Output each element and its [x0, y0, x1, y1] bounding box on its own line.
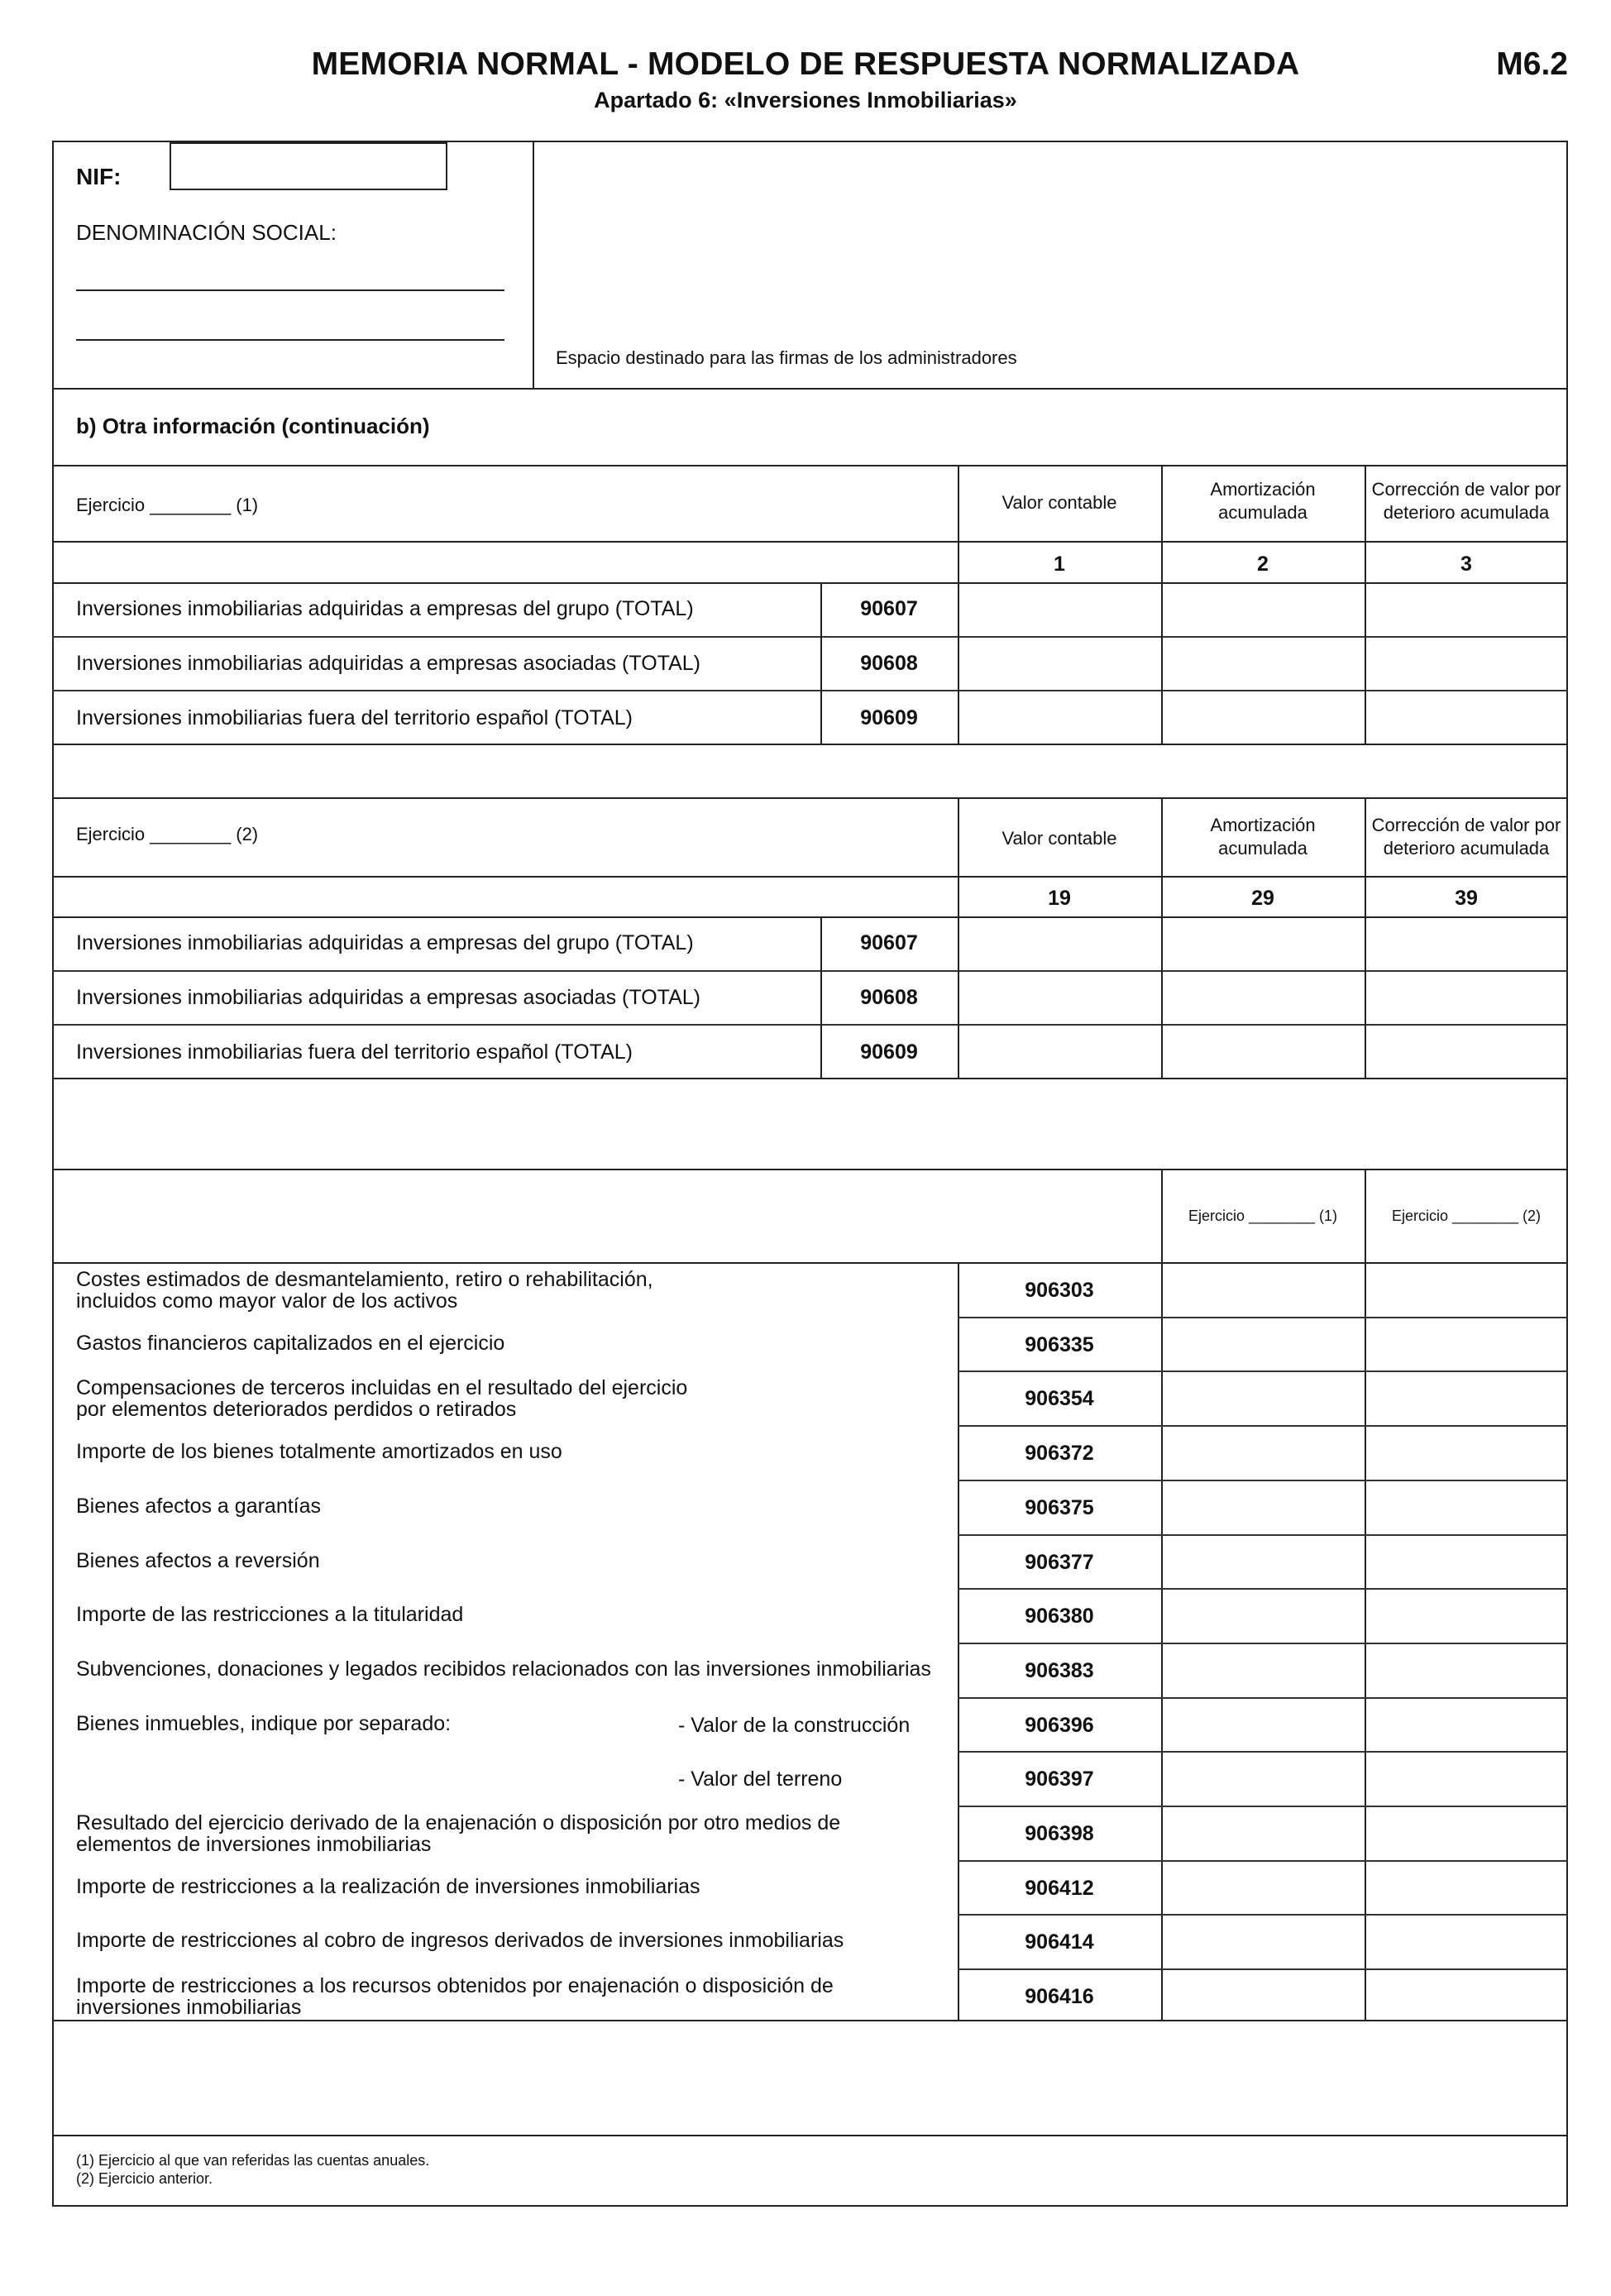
- form-title: MEMORIA NORMAL - MODELO DE RESPUESTA NORMALIZADA: [311, 46, 1300, 82]
- table3-row-label: Importe de las restricciones a la titularidad: [76, 1603, 464, 1627]
- table1-input-cell[interactable]: [1365, 691, 1567, 743]
- divider: [1365, 797, 1366, 1078]
- table1-input-cell[interactable]: [1162, 691, 1364, 743]
- table3-input-cell[interactable]: [1162, 1263, 1364, 1316]
- table2-row-code: 90609: [860, 1040, 918, 1064]
- table3-row-label: Costes estimados de desmantelamiento, retiro o rehabilitación,: [76, 1268, 653, 1291]
- table3-input-cell[interactable]: [1365, 1915, 1567, 1968]
- table3-row-label-cont: por elementos deteriorados perdidos o retirados: [76, 1398, 517, 1422]
- table1-col-amortizacion: Amortización acumulada: [1210, 479, 1316, 523]
- table1-row-code: 90607: [860, 597, 918, 620]
- divider: [52, 744, 1568, 745]
- table2-input-cell[interactable]: [1365, 917, 1567, 969]
- table3-row-code: 906412: [1025, 1876, 1094, 1900]
- table3-input-cell[interactable]: [1162, 1969, 1364, 2022]
- table1-col-correccion: Corrección de valor por deterioro acumulada: [1371, 479, 1561, 523]
- table3-input-cell[interactable]: [1162, 1371, 1364, 1424]
- table3-row-label: Importe de restricciones al cobro de ingresos derivados de inversiones inmobiliarias: [76, 1929, 844, 1953]
- table3-input-cell[interactable]: [1162, 1426, 1364, 1479]
- divider: [820, 582, 822, 744]
- table1-row-label: Inversiones inmobiliarias fuera del territorio español (TOTAL): [76, 706, 633, 729]
- table2-col-correccion: Corrección de valor por deterioro acumulada: [1371, 815, 1561, 859]
- table3-row-code: 906416: [1025, 1985, 1094, 2009]
- table2-input-cell[interactable]: [1365, 1025, 1567, 1077]
- table1-colnum-1: 1: [1054, 552, 1065, 576]
- divider: [52, 1169, 1568, 1170]
- table2-input-cell[interactable]: [1365, 971, 1567, 1023]
- table3-input-cell[interactable]: [1365, 1643, 1567, 1696]
- table3-input-cell[interactable]: [1162, 1752, 1364, 1805]
- table3-row-code: 906335: [1025, 1332, 1094, 1356]
- divider: [1365, 465, 1366, 744]
- table3-row-sublabel: - Valor del terreno: [678, 1767, 843, 1791]
- table1-ejercicio-label: Ejercicio ________ (1): [76, 495, 259, 515]
- table2-input-cell[interactable]: [958, 917, 1160, 969]
- divider: [52, 388, 1568, 390]
- table3-input-cell[interactable]: [1162, 1806, 1364, 1859]
- nif-input-box[interactable]: [170, 142, 447, 190]
- table2-row-code: 90607: [860, 931, 918, 954]
- table2-colnum-1: 19: [1048, 887, 1071, 910]
- table2-input-cell[interactable]: [958, 1025, 1160, 1077]
- table3-row-code: 906380: [1025, 1605, 1094, 1629]
- table3-row-code: 906375: [1025, 1495, 1094, 1519]
- table2-ejercicio-label: Ejercicio ________ (2): [76, 824, 259, 844]
- table2-input-cell[interactable]: [1162, 971, 1364, 1023]
- table3-input-cell[interactable]: [1365, 1806, 1567, 1859]
- section-title: b) Otra información (continuación): [76, 414, 430, 438]
- divider: [958, 1262, 959, 2020]
- free-text-area[interactable]: [54, 2021, 1566, 2134]
- divider: [52, 541, 1568, 543]
- divider: [52, 2135, 1568, 2136]
- table2-row-label: Inversiones inmobiliarias adquiridas a empresas asociadas (TOTAL): [76, 986, 700, 1009]
- divider: [1161, 797, 1163, 1078]
- denominacion-line-1[interactable]: [76, 289, 504, 291]
- table3-row-code: 906396: [1025, 1713, 1094, 1737]
- table1-input-cell[interactable]: [1365, 637, 1567, 689]
- table3-input-cell[interactable]: [1365, 1861, 1567, 1914]
- table3-row-code: 906398: [1025, 1822, 1094, 1845]
- table2-colnum-3: 39: [1455, 887, 1478, 910]
- table1-input-cell[interactable]: [1162, 583, 1364, 635]
- form-code: M6.2: [1496, 46, 1568, 82]
- table2-colnum-2: 29: [1251, 887, 1274, 910]
- table3-row-code: 906397: [1025, 1767, 1094, 1791]
- footnote-1: (1) Ejercicio al que van referidas las cuentas anuales.: [76, 2152, 430, 2169]
- table3-input-cell[interactable]: [1365, 1426, 1567, 1479]
- table3-row-code: 906414: [1025, 1930, 1094, 1954]
- table3-input-cell[interactable]: [1162, 1589, 1364, 1642]
- table3-row-code: 906383: [1025, 1658, 1094, 1682]
- table1-input-cell[interactable]: [958, 583, 1160, 635]
- table3-input-cell[interactable]: [1365, 1371, 1567, 1424]
- table1-input-cell[interactable]: [1365, 583, 1567, 635]
- table3-col-ejercicio-2: Ejercicio ________ (2): [1391, 1208, 1542, 1224]
- table1-input-cell[interactable]: [958, 637, 1160, 689]
- denominacion-label: DENOMINACIÓN SOCIAL:: [76, 220, 337, 245]
- table3-input-cell[interactable]: [1365, 1480, 1567, 1533]
- table3-row-label: Resultado del ejercicio derivado de la enajenación o disposición por otro medios de: [76, 1811, 841, 1834]
- divider: [52, 465, 1568, 466]
- table3-input-cell[interactable]: [1162, 1915, 1364, 1968]
- table3-input-cell[interactable]: [1162, 1535, 1364, 1588]
- table3-col-ejercicio-1: Ejercicio ________ (1): [1188, 1208, 1338, 1224]
- divider: [820, 916, 822, 1078]
- table2-row-label: Inversiones inmobiliarias fuera del territorio español (TOTAL): [76, 1040, 633, 1064]
- table3-input-cell[interactable]: [1162, 1318, 1364, 1370]
- table3-input-cell[interactable]: [1162, 1698, 1364, 1751]
- signature-label: Espacio destinado para las firmas de los administradores: [556, 347, 1017, 368]
- table1-row-label: Inversiones inmobiliarias adquiridas a empresas del grupo (TOTAL): [76, 597, 694, 620]
- table3-input-cell[interactable]: [1162, 1480, 1364, 1533]
- denominacion-line-2[interactable]: [76, 339, 504, 341]
- nif-label: NIF:: [76, 164, 122, 189]
- table3-row-label: Importe de restricciones a la realización de inversiones inmobiliarias: [76, 1874, 700, 1898]
- table3-input-cell[interactable]: [1162, 1861, 1364, 1914]
- table3-row-label: Bienes afectos a reversión: [76, 1548, 320, 1572]
- table2-input-cell[interactable]: [958, 971, 1160, 1023]
- table3-row-label: Compensaciones de terceros incluidas en el resultado del ejercicio: [76, 1376, 688, 1400]
- divider: [958, 797, 959, 1078]
- table1-row-code: 90609: [860, 706, 918, 729]
- table3-row-code: 906354: [1025, 1387, 1094, 1411]
- table3-row-code: 906303: [1025, 1279, 1094, 1302]
- table3-input-cell[interactable]: [1365, 1535, 1567, 1588]
- table1-row-label: Inversiones inmobiliarias adquiridas a empresas asociadas (TOTAL): [76, 652, 700, 675]
- table1-input-cell[interactable]: [958, 691, 1160, 743]
- table3-row-label: Importe de los bienes totalmente amortizados en uso: [76, 1440, 562, 1464]
- table3-input-cell[interactable]: [1162, 1643, 1364, 1696]
- table2-col-valor-contable: Valor contable: [1001, 828, 1117, 849]
- table3-row-code: 906377: [1025, 1550, 1094, 1574]
- table3-row-label: Subvenciones, donaciones y legados recibidos relacionados con las inversiones inmobiliarias: [76, 1657, 931, 1681]
- table3-row-label: Gastos financieros capitalizados en el ejercicio: [76, 1331, 505, 1355]
- footnote-2: (2) Ejercicio anterior.: [76, 2170, 213, 2187]
- table3-row-label: Bienes afectos a garantías: [76, 1494, 322, 1518]
- table3-input-cell[interactable]: [1365, 1318, 1567, 1370]
- divider: [1161, 465, 1163, 744]
- divider: [52, 1078, 1568, 1079]
- table2-row-label: Inversiones inmobiliarias adquiridas a empresas del grupo (TOTAL): [76, 931, 694, 954]
- table2-input-cell[interactable]: [1162, 1025, 1364, 1077]
- table3-row-label-cont: elementos de inversiones inmobiliarias: [76, 1833, 432, 1856]
- table3-row-sublabel: - Valor de la construcción: [678, 1713, 911, 1737]
- table3-input-cell[interactable]: [1365, 1752, 1567, 1805]
- table3-row-label-cont: inversiones inmobiliarias: [76, 1996, 302, 2020]
- table3-row-label: Bienes inmuebles, indique por separado:: [76, 1711, 452, 1735]
- divider: [52, 797, 1568, 799]
- table3-input-cell[interactable]: [1365, 1263, 1567, 1316]
- table2-row-code: 90608: [860, 986, 918, 1009]
- table3-input-cell[interactable]: [1365, 1698, 1567, 1751]
- table1-colnum-2: 2: [1257, 552, 1269, 576]
- table3-row-label-cont: incluidos como mayor valor de los activos: [76, 1289, 458, 1313]
- table1-colnum-3: 3: [1460, 552, 1472, 576]
- table2-col-amortizacion: Amortización acumulada: [1210, 815, 1316, 859]
- table3-input-cell[interactable]: [1365, 1969, 1567, 2022]
- table1-col-valor-contable: Valor contable: [1001, 492, 1117, 513]
- table3-input-cell[interactable]: [1365, 1589, 1567, 1642]
- table1-input-cell[interactable]: [1162, 637, 1364, 689]
- divider: [52, 876, 1568, 878]
- table1-row-code: 90608: [860, 652, 918, 675]
- table2-input-cell[interactable]: [1162, 917, 1364, 969]
- form-subtitle: Apartado 6: «Inversiones Inmobiliarias»: [594, 88, 1017, 112]
- divider: [958, 465, 959, 744]
- table3-row-code: 906372: [1025, 1442, 1094, 1466]
- table3-row-label: Importe de restricciones a los recursos obtenidos por enajenación o disposición de: [76, 1974, 834, 1998]
